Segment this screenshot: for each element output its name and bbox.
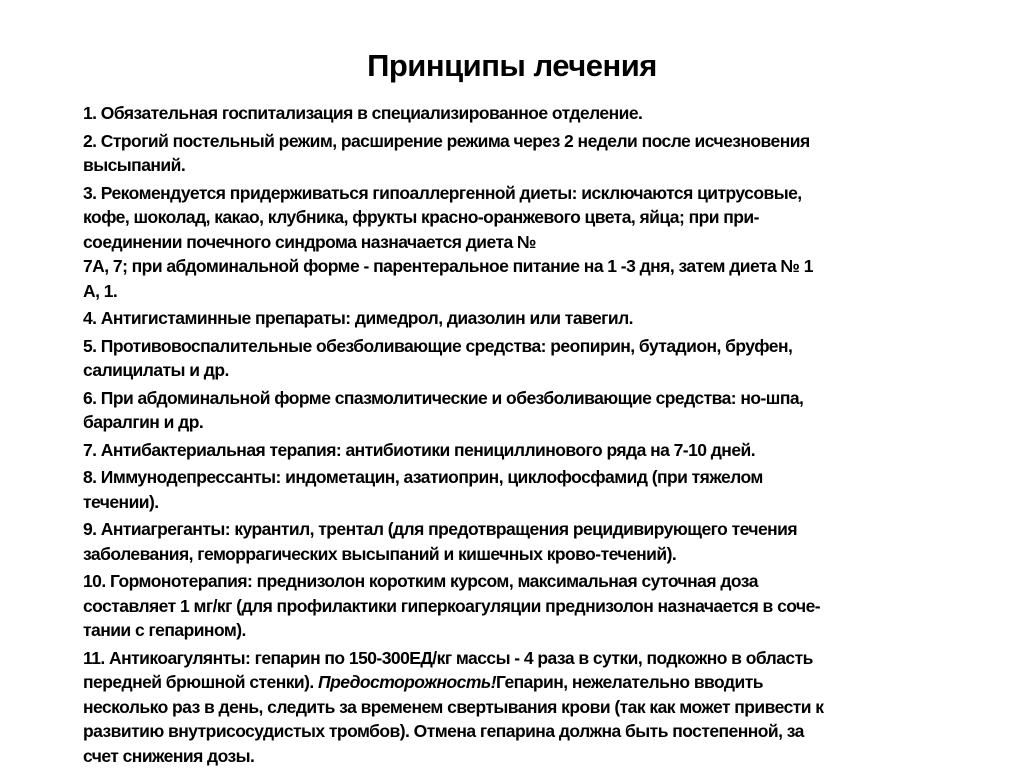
page-title: Принципы лечения <box>367 48 657 83</box>
list-item-line: соединении почечного синдрома назначается диета № <box>83 231 536 252</box>
list-item <box>83 465 983 514</box>
list-item-line: счет снижения дозы. <box>83 745 255 766</box>
list-item-line: 7А, 7; при абдоминальной форме - парентеральное питание на 1 -3 дня, затем диета № 1 <box>83 256 813 276</box>
list-item-line: составляет 1 мг/кг (для профилактики гиперкоагуляции преднизолон назначается в соче- <box>83 595 821 616</box>
list-item-text: передней брюшной стенки). <box>83 672 319 692</box>
list-item-line: 3. Рекомендуется придерживаться гипоаллергенной диеты: исключаются цитрусовые, <box>83 182 802 203</box>
list-item <box>83 181 983 304</box>
list-item-line: 7. Антибактериальная терапия: антибиотики пенициллинового ряда на 7-10 дней. <box>83 439 756 460</box>
list-item-line: баралгин и др. <box>83 412 204 432</box>
list-item-line: тании с гепарином). <box>83 620 246 640</box>
list-item-line: кофе, шоколад, какао, клубника, фрукты красно-оранжевого цвета, яйца; при при- <box>83 207 759 227</box>
list-item-line: высыпаний. <box>83 155 186 175</box>
list-item-line: несколько раз в день, следить за временем свертывания крови (так как может привести к <box>83 696 824 717</box>
list-item <box>83 517 983 566</box>
list-item-line: 10. Гормонотерапия: преднизолон коротким курсом, максимальная суточная доза <box>83 571 758 591</box>
list-item-line: 6. При абдоминальной форме спазмолитические и обезболивающие средства: но-шпа, <box>83 387 804 408</box>
list-item <box>83 569 983 643</box>
list-item-line: 9. Антиагреганты: курантил, трентал (для предотвращения рецидивирующего течения <box>83 519 798 539</box>
list-item-line: 8. Иммунодепрессанты: индометацин, азатиоприн, циклофосфамид (при тяжелом <box>83 467 763 487</box>
list-item <box>83 386 983 435</box>
treatment-list <box>83 101 983 771</box>
list-item-line: 1. Обязательная госпитализация в специализированное отделение. <box>83 103 643 123</box>
list-item-line: 5. Противовоспалительные обезболивающие средства: реопирин, бутадион, бруфен, <box>83 335 793 356</box>
list-item-line: заболевания, геморрагических высыпаний и кишечных крово-течений). <box>83 543 677 564</box>
list-item <box>83 438 983 463</box>
list-item <box>83 129 983 178</box>
list-item-line: 4. Антигистаминные препараты: димедрол, диазолин или тавегил. <box>83 308 633 328</box>
list-item <box>83 306 983 331</box>
list-item-line: развитию внутрисосудистых тромбов). Отмена гепарина должна быть постепенной, за <box>83 721 804 741</box>
list-item-line: 11. Антикоагулянты: гепарин по 150-300ЕД/кг массы - 4 раза в сутки, подкожно в область <box>83 647 813 668</box>
list-item-line: А, 1. <box>83 280 118 301</box>
list-item-line: 2. Строгий постельный режим, расширение режима через 2 недели после исчезновения <box>83 130 810 151</box>
list-item <box>83 101 983 126</box>
list-item-line: салицилаты и др. <box>83 360 229 380</box>
list-item-line <box>83 670 983 695</box>
list-item-text: Гепарин, нежелательно вводить <box>496 672 763 692</box>
list-item <box>83 646 983 769</box>
caution-emphasis: Предосторожность! <box>318 672 496 692</box>
list-item <box>83 334 983 383</box>
list-item-line: течении). <box>83 491 159 512</box>
